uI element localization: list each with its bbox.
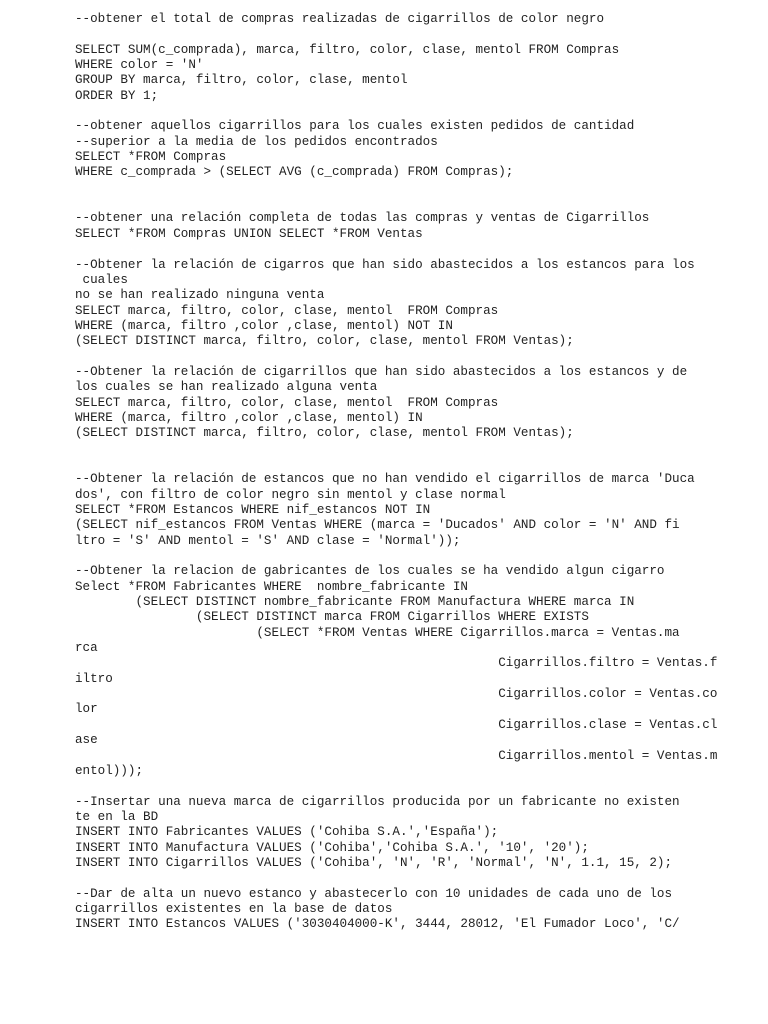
code-line: los cuales se han realizado alguna venta bbox=[75, 380, 378, 395]
code-line: INSERT INTO Cigarrillos VALUES ('Cohiba', 'N', 'R', 'Normal', 'N', 1.1, 15, 2); bbox=[75, 855, 673, 870]
code-line: WHERE c_comprada > (SELECT AVG (c_comprada) FROM Compras); bbox=[75, 165, 514, 180]
code-line: ltro = 'S' AND mentol = 'S' AND clase = 'Normal')); bbox=[75, 533, 461, 548]
blank-line bbox=[75, 457, 755, 472]
code-line: (SELECT DISTINCT nombre_fabricante FROM Manufactura WHERE marca IN bbox=[75, 595, 635, 610]
code-line: (SELECT nif_estancos FROM Ventas WHERE (marca = 'Ducados' AND color = 'N' AND fi bbox=[75, 518, 680, 533]
blank-line bbox=[75, 27, 755, 42]
code-line: (SELECT DISTINCT marca FROM Cigarrillos WHERE EXISTS bbox=[75, 610, 589, 625]
blank-line bbox=[75, 779, 755, 794]
code-line: ase bbox=[75, 733, 98, 748]
code-line: SELECT marca, filtro, color, clase, mentol FROM Compras bbox=[75, 395, 499, 410]
code-line: lor bbox=[75, 702, 98, 717]
blank-line bbox=[75, 442, 755, 457]
code-line: Cigarrillos.mentol = Ventas.m bbox=[75, 748, 718, 763]
code-line: --Obtener la relación de cigarros que han sido abastecidos a los estancos para los bbox=[75, 257, 695, 272]
code-line: Cigarrillos.filtro = Ventas.f bbox=[75, 656, 718, 671]
code-line: (SELECT DISTINCT marca, filtro, color, clase, mentol FROM Ventas); bbox=[75, 426, 574, 441]
code-line: Select *FROM Fabricantes WHERE nombre_fabricante IN bbox=[75, 579, 468, 594]
code-line: --obtener el total de compras realizadas de cigarrillos de color negro bbox=[75, 12, 605, 26]
blank-line bbox=[75, 242, 755, 257]
code-line: Cigarrillos.color = Ventas.co bbox=[75, 687, 718, 702]
code-line: entol))); bbox=[75, 763, 144, 778]
code-line: dos', con filtro de color negro sin mentol y clase normal bbox=[75, 487, 506, 502]
code-line: --Obtener la relación de cigarrillos que han sido abastecidos a los estancos y de bbox=[75, 364, 688, 379]
code-line: WHERE (marca, filtro ,color ,clase, mentol) NOT IN bbox=[75, 318, 453, 333]
code-line: WHERE color = 'N' bbox=[75, 58, 204, 73]
code-line: cuales bbox=[75, 272, 128, 287]
blank-line bbox=[75, 549, 755, 564]
blank-line bbox=[75, 196, 755, 211]
blank-line bbox=[75, 181, 755, 196]
code-line: (SELECT *FROM Ventas WHERE Cigarrillos.marca = Ventas.ma bbox=[75, 625, 680, 640]
code-line: no se han realizado ninguna venta bbox=[75, 288, 325, 303]
code-line: rca bbox=[75, 641, 98, 656]
blank-line bbox=[75, 104, 755, 119]
code-line: SELECT marca, filtro, color, clase, mentol FROM Compras bbox=[75, 303, 499, 318]
code-line: INSERT INTO Fabricantes VALUES ('Cohiba S.A.','España'); bbox=[75, 825, 499, 840]
code-line: INSERT INTO Estancos VALUES ('3030404000-K', 3444, 28012, 'El Fumador Loco', 'C/ bbox=[75, 917, 680, 932]
code-line: SELECT *FROM Compras UNION SELECT *FROM Ventas bbox=[75, 226, 423, 241]
blank-line bbox=[75, 350, 755, 365]
code-line: te en la BD bbox=[75, 809, 159, 824]
code-line: ORDER BY 1; bbox=[75, 88, 159, 103]
code-line: WHERE (marca, filtro ,color ,clase, mentol) IN bbox=[75, 410, 423, 425]
code-line: --obtener aquellos cigarrillos para los cuales existen pedidos de cantidad bbox=[75, 119, 635, 134]
code-line: SELECT *FROM Estancos WHERE nif_estancos NOT IN bbox=[75, 503, 431, 517]
sql-document bbox=[75, 12, 755, 933]
code-line: --Obtener la relación de estancos que no han vendido el cigarrillos de marca 'Duca bbox=[75, 472, 695, 487]
code-line: Cigarrillos.clase = Ventas.cl bbox=[75, 717, 718, 732]
code-line: --Dar de alta un nuevo estanco y abastecerlo con 10 unidades de cada uno de los bbox=[75, 886, 673, 901]
code-line: cigarrillos existentes en la base de datos bbox=[75, 901, 393, 916]
code-line: --obtener una relación completa de todas las compras y ventas de Cigarrillos bbox=[75, 211, 650, 226]
code-line: SELECT *FROM Compras bbox=[75, 150, 227, 165]
blank-line bbox=[75, 871, 755, 886]
code-line: --Insertar una nueva marca de cigarrillos producida por un fabricante no existen bbox=[75, 794, 680, 809]
code-line: --Obtener la relacion de gabricantes de los cuales se ha vendido algun cigarro bbox=[75, 564, 665, 579]
code-line: INSERT INTO Manufactura VALUES ('Cohiba','Cohiba S.A.', '10', '20'); bbox=[75, 840, 589, 855]
code-line: (SELECT DISTINCT marca, filtro, color, clase, mentol FROM Ventas); bbox=[75, 334, 574, 349]
code-line: SELECT SUM(c_comprada), marca, filtro, color, clase, mentol FROM Compras bbox=[75, 42, 620, 57]
code-line: iltro bbox=[75, 671, 113, 686]
code-line: --superior a la media de los pedidos encontrados bbox=[75, 134, 438, 149]
code-line: GROUP BY marca, filtro, color, clase, mentol bbox=[75, 73, 408, 88]
